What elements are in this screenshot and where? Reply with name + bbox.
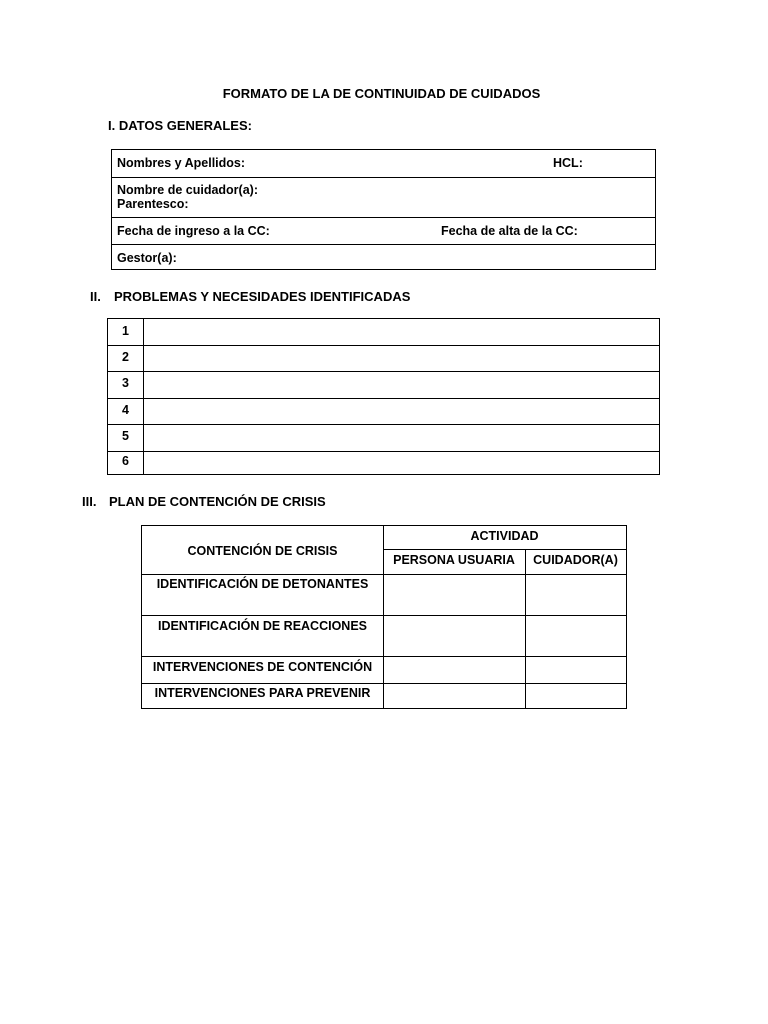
row-number: 5 (122, 429, 129, 443)
gestor-row[interactable] (112, 245, 655, 270)
cell-reacciones-cuidador[interactable] (526, 616, 626, 656)
row-divider (383, 549, 626, 550)
row-number: 6 (122, 454, 129, 468)
row-number: 3 (122, 376, 129, 390)
cell-detonantes-cuidador[interactable] (526, 575, 626, 615)
row-number: 4 (122, 403, 129, 417)
crisis-plan-table (141, 525, 627, 709)
section-3-heading: PLAN DE CONTENCIÓN DE CRISIS (109, 494, 326, 509)
problemas-table (107, 318, 660, 475)
problem-row[interactable] (108, 425, 659, 452)
cell-contencion-persona[interactable] (384, 657, 525, 683)
row-label-contencion: INTERVENCIONES DE CONTENCIÓN (152, 660, 373, 674)
problem-row[interactable] (108, 372, 659, 399)
problem-row[interactable] (108, 346, 659, 372)
cell-prevenir-persona[interactable] (384, 684, 525, 708)
row-label-reacciones: IDENTIFICACIÓN DE REACCIONES (157, 619, 368, 633)
row-number: 1 (122, 324, 129, 338)
cuidador-label: Nombre de cuidador(a): (117, 183, 258, 197)
cell-contencion-cuidador[interactable] (526, 657, 626, 683)
hcl-label: HCL: (553, 156, 583, 170)
section-1-heading: I. DATOS GENERALES: (108, 118, 252, 133)
section-2-heading: PROBLEMAS Y NECESIDADES IDENTIFICADAS (114, 289, 411, 304)
fecha-alta-label: Fecha de alta de la CC: (441, 224, 578, 238)
cell-detonantes-persona[interactable] (384, 575, 525, 615)
section-3-numeral: III. (82, 494, 97, 509)
parentesco-label: Parentesco: (117, 197, 189, 211)
problem-row[interactable] (108, 452, 659, 474)
header-cuidador: CUIDADOR(A) (533, 553, 618, 567)
header-contencion: CONTENCIÓN DE CRISIS (187, 544, 338, 558)
header-actividad: ACTIVIDAD (470, 529, 539, 543)
fecha-ingreso-label: Fecha de ingreso a la CC: (117, 224, 270, 238)
gestor-label: Gestor(a): (117, 251, 177, 265)
nombres-label: Nombres y Apellidos: (117, 156, 246, 170)
cuidador-row[interactable] (112, 178, 655, 218)
header-persona-usuaria: PERSONA USUARIA (393, 553, 515, 567)
nombres-row[interactable] (112, 150, 655, 178)
row-label-detonantes: IDENTIFICACIÓN DE DETONANTES (156, 577, 369, 591)
problem-row[interactable] (108, 399, 659, 425)
section-2-numeral: II. (90, 289, 101, 304)
datos-generales-table (111, 149, 656, 270)
row-number: 2 (122, 350, 129, 364)
fechas-row[interactable] (112, 218, 655, 245)
cell-prevenir-cuidador[interactable] (526, 684, 626, 708)
row-label-prevenir: INTERVENCIONES PARA PREVENIR (154, 686, 371, 700)
problem-row[interactable] (108, 319, 659, 346)
cell-reacciones-persona[interactable] (384, 616, 525, 656)
document-title: FORMATO DE LA DE CONTINUIDAD DE CUIDADOS (222, 86, 541, 101)
